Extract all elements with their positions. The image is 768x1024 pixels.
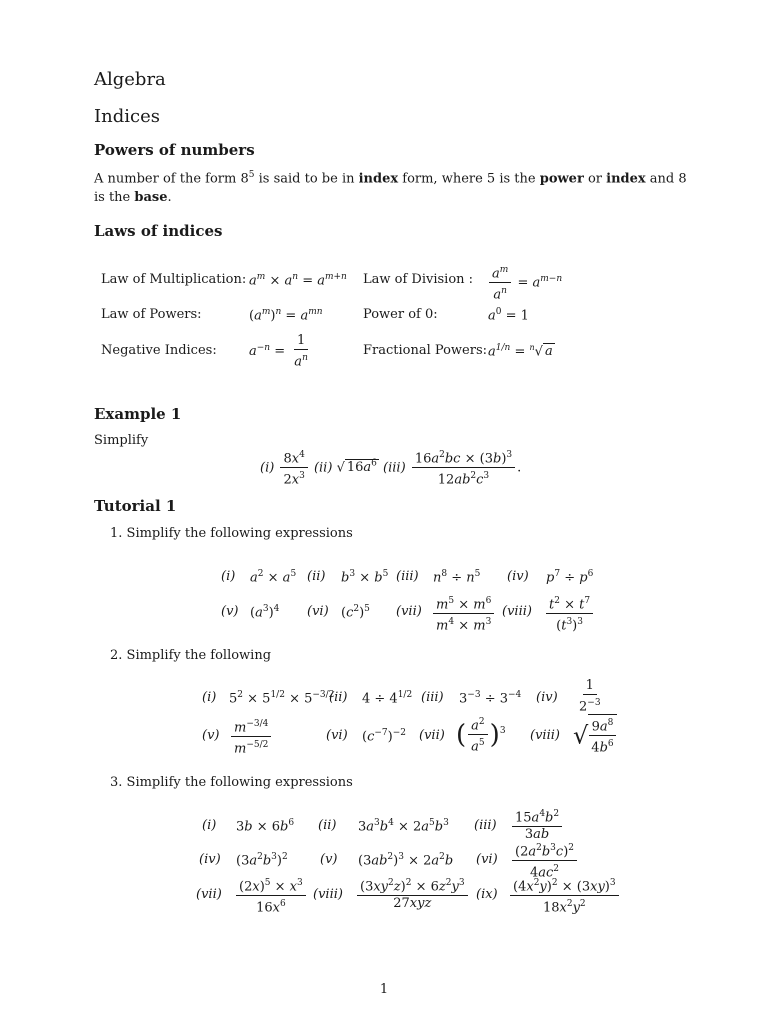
q1-label-v: (v) bbox=[221, 604, 239, 619]
q2-label-iv: (iv) bbox=[536, 690, 558, 705]
example-intro: Simplify bbox=[94, 433, 149, 448]
q2-label-vii: (vii) bbox=[419, 728, 445, 743]
q3-expr-v: $(3ab^2)^3 \times 2a^2b$ bbox=[358, 852, 454, 869]
law-division-label: Law of Division : bbox=[363, 272, 474, 287]
q3-expr-ii: $3a^3b^4 \times 2a^5b^3$ bbox=[358, 818, 449, 835]
law-zero-formula: $a^0 = 1$ bbox=[488, 307, 529, 324]
q2-expr-vii: ( $\frac{a^2}{a^5}$ )$^3$ bbox=[456, 714, 506, 756]
q1-label-vii: (vii) bbox=[396, 604, 422, 619]
law-division-formula: $\frac{a^m}{a^n}$ = $a^{m-n}$ bbox=[487, 262, 562, 304]
q2-label-ii: (ii) bbox=[329, 690, 348, 705]
q1-expr-viii: $\frac{t^2 \times t^7}{(t^3)^3}$ bbox=[544, 593, 595, 635]
q1-expr-iv: $p^7 \div p^6$ bbox=[546, 569, 594, 586]
q2-expr-iv: $\frac{1}{2^{-3}}$ bbox=[579, 678, 601, 715]
q3-label-iii: (iii) bbox=[474, 818, 497, 833]
law-fractional-label: Fractional Powers: bbox=[363, 343, 488, 358]
q2-label-v: (v) bbox=[202, 728, 220, 743]
q1-label-iv: (iv) bbox=[507, 569, 529, 584]
q1-label-i: (i) bbox=[221, 569, 236, 584]
q2-expr-v: $\frac{m^{-3/4}}{m^{-5/2}}$ bbox=[229, 716, 273, 758]
example-heading: Example 1 bbox=[94, 405, 182, 423]
q2-expr-iii: $3^{-3} \div 3^{-4}$ bbox=[459, 690, 522, 707]
q1-expr-i: $a^2 \times a^5$ bbox=[250, 569, 297, 586]
q3-expr-viii: $\frac{(3xy^2z)^2 \times 6z^2y^3}{\text{27xyz}}$ bbox=[355, 875, 470, 912]
law-negative-formula: $a^{-n}$ = $\frac{1}{a^n}$ bbox=[249, 333, 308, 370]
q2-label-i: (i) bbox=[202, 690, 217, 705]
law-fractional-formula: $a^{1/n} = ^n√$ a bbox=[488, 343, 553, 360]
tutorial-heading: Tutorial 1 bbox=[94, 497, 177, 515]
q3-label-v: (v) bbox=[320, 852, 338, 867]
q3-expr-iii: $\frac{15a^4b^2}{3ab}$ bbox=[510, 806, 564, 843]
q2-expr-i: $5^2 \times 5^{1/2} \times 5^{-3/2}$ bbox=[229, 690, 335, 707]
section-title: Indices bbox=[94, 106, 160, 127]
q2-prompt: 2. Simplify the following bbox=[110, 648, 272, 663]
q1-prompt: 1. Simplify the following expressions bbox=[110, 526, 353, 541]
q3-expr-ix: $\frac{(4x^2y)^2 \times (3xy)^3}{18x^2y^2}$ bbox=[508, 875, 621, 917]
q1-expr-vi: $(c^2)^5$ bbox=[341, 604, 370, 621]
q3-label-viii: (viii) bbox=[313, 887, 343, 902]
q3-prompt: 3. Simplify the following expressions bbox=[110, 775, 353, 790]
law-multiplication-formula: $a^m \times a^n = a^{m+n}$ bbox=[249, 272, 347, 289]
law-powers-formula: $(a^m)^n = a^{mn}$ bbox=[249, 307, 323, 324]
law-negative-label: Negative Indices: bbox=[101, 343, 217, 358]
law-multiplication-label: Law of Multiplication: bbox=[101, 272, 247, 287]
q1-label-vi: (vi) bbox=[307, 604, 329, 619]
q3-expr-vi: $\frac{(2a^2b^3c)^2}{4ac^2}$ bbox=[510, 840, 579, 882]
q3-label-vi: (vi) bbox=[476, 852, 498, 867]
q3-label-vii: (vii) bbox=[196, 887, 222, 902]
q1-label-ii: (ii) bbox=[307, 569, 326, 584]
example-expressions: (i) $\frac{8x^4}{2x^3}$ (ii) √ $16a^6$ (iii) $\frac{16a^2bc \times (3b)^3}{12ab^2c^3}$ . bbox=[260, 447, 521, 489]
q1-expr-vii: $\frac{m^5 \times m^6}{m^4 \times m^3}$ bbox=[431, 593, 496, 635]
page-number: 1 bbox=[379, 982, 389, 997]
q2-label-viii: (viii) bbox=[530, 728, 560, 743]
q1-expr-iii: $n^8 \div n^5$ bbox=[433, 569, 481, 586]
q1-expr-ii: $b^3 \times b^5$ bbox=[341, 569, 389, 586]
q2-expr-ii: $4 \div 4^{1/2}$ bbox=[362, 690, 413, 707]
law-powers-label: Law of Powers: bbox=[101, 307, 202, 322]
q3-expr-iv: $(3a^2b^3)^2$ bbox=[236, 852, 288, 869]
page-title: Algebra bbox=[94, 69, 166, 90]
q2-label-vi: (vi) bbox=[326, 728, 348, 743]
q2-expr-vi: $(c^{-7})^{-2}$ bbox=[362, 728, 406, 745]
q2-expr-viii: √ $\frac{9a^8}{4b^6}$ bbox=[573, 714, 619, 757]
q3-label-ix: (ix) bbox=[476, 887, 498, 902]
q2-label-iii: (iii) bbox=[421, 690, 444, 705]
law-zero-label: Power of 0: bbox=[363, 307, 438, 322]
q3-expr-i: $3b \times 6b^6$ bbox=[236, 818, 295, 835]
q1-label-iii: (iii) bbox=[396, 569, 419, 584]
q3-expr-vii: $\frac{(2x)^5 \times x^3}{16x^6}$ bbox=[234, 875, 308, 917]
q3-label-ii: (ii) bbox=[318, 818, 337, 833]
q1-label-viii: (viii) bbox=[502, 604, 532, 619]
powers-paragraph: A number of the form $8^5$ is said to be in index form, where 5 is the power or index and 8 is the base. bbox=[94, 170, 687, 206]
powers-heading: Powers of numbers bbox=[94, 141, 255, 159]
q1-expr-v: $(a^3)^4$ bbox=[250, 604, 280, 621]
laws-heading: Laws of indices bbox=[94, 222, 223, 240]
q3-label-iv: (iv) bbox=[199, 852, 221, 867]
q3-label-i: (i) bbox=[202, 818, 217, 833]
